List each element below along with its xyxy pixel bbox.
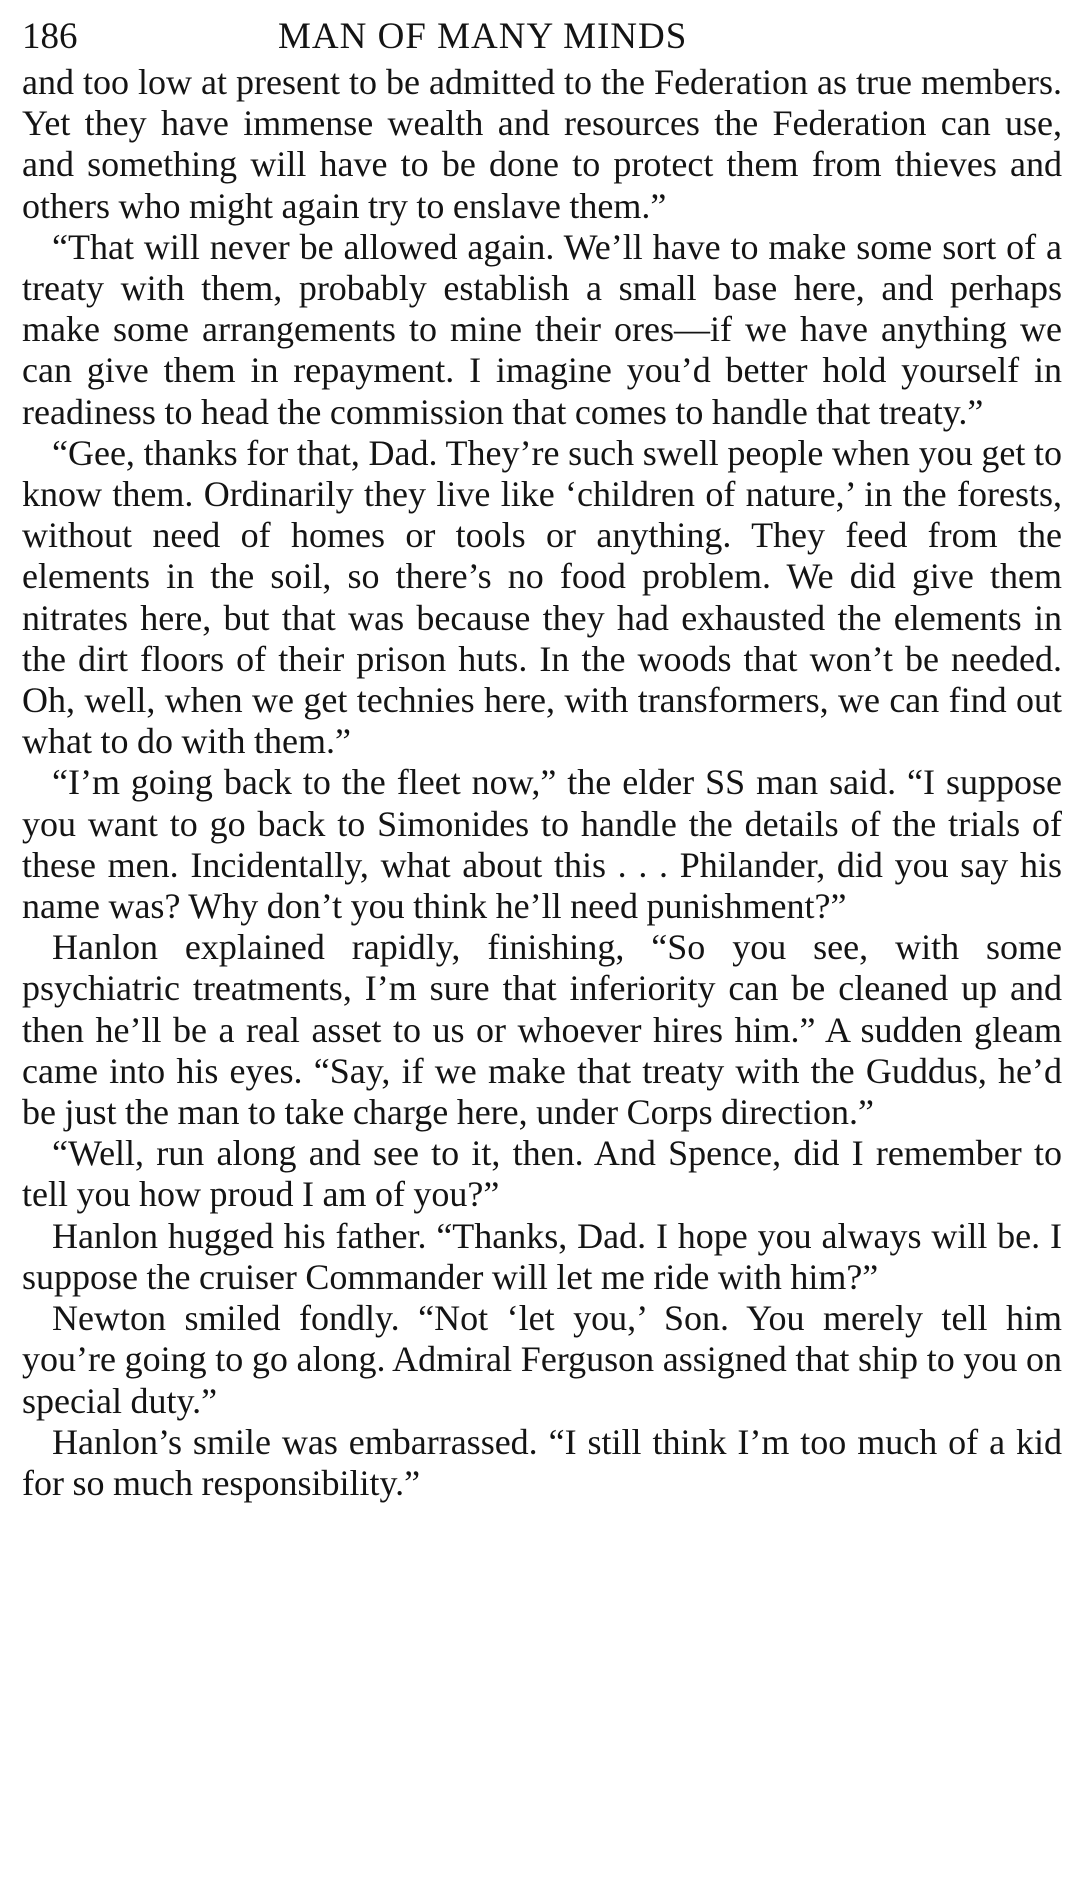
paragraph: Hanlon hugged his father. “Thanks, Dad. I hope you always will be. I suppose the cruiser Commander will let me ride with him?” [22, 1215, 1062, 1297]
paragraph: and too low at present to be admitted to the Federation as true members. Yet they have immense wealth and resources the Federation can use, and something will have to be done to protect them from thieves and others who might again try to enslave them.” [22, 62, 1062, 226]
paragraph: Hanlon explained rapidly, finishing, “So you see, with some psychiatric treatments, I’m sure that inferiority can be cleaned up and then he’ll be a real asset to us or whoever hires him.” A sudden gleam came into his eyes. “Say, if we make that treaty with the Guddus, he’d be just the man to take charge here, under Corps direction.” [22, 927, 1062, 1133]
paragraph: Newton smiled fondly. “Not ‘let you,’ Son. You merely tell him you’re going to go along. Admiral Ferguson assigned that ship to you on special duty.” [22, 1298, 1062, 1421]
paragraph: “Gee, thanks for that, Dad. They’re such swell people when you get to know them. Ordinarily they live like ‘children of nature,’ in the forests, without need of homes or tools or anything. They feed from the elements in the soil, so there’s no food problem. We did give them nitrates here, but that was because they had exhausted the elements in the dirt floors of their prison huts. In the woods that won’t be needed. Oh, well, when we get technies here, with transformers, we can find out what to do with them.” [22, 432, 1062, 762]
paragraph: “That will never be allowed again. We’ll have to make some sort of a treaty with them, probably establish a small base here, and perhaps make some arrangements to mine their ores—if we have anything we can give them in repayment. I imagine you’d better hold yourself in readiness to head the commission that comes to handle that treaty.” [22, 226, 1062, 432]
running-title: MAN OF MANY MINDS [278, 16, 688, 57]
book-page [22, 12, 1062, 1504]
paragraph: Hanlon’s smile was embarrassed. “I still think I’m too much of a kid for so much responsibility.” [22, 1421, 1062, 1503]
page-header [22, 12, 1062, 62]
page-number: 186 [22, 16, 78, 57]
body-text [22, 62, 1062, 1504]
paragraph: “Well, run along and see to it, then. And Spence, did I remember to tell you how proud I am of you?” [22, 1133, 1062, 1215]
paragraph: “I’m going back to the fleet now,” the elder SS man said. “I suppose you want to go back to Simonides to handle the details of the trials of these men. Incidentally, what about this . . . Philander, did you say his name was? Why don’t you think he’ll need punishment?” [22, 762, 1062, 927]
